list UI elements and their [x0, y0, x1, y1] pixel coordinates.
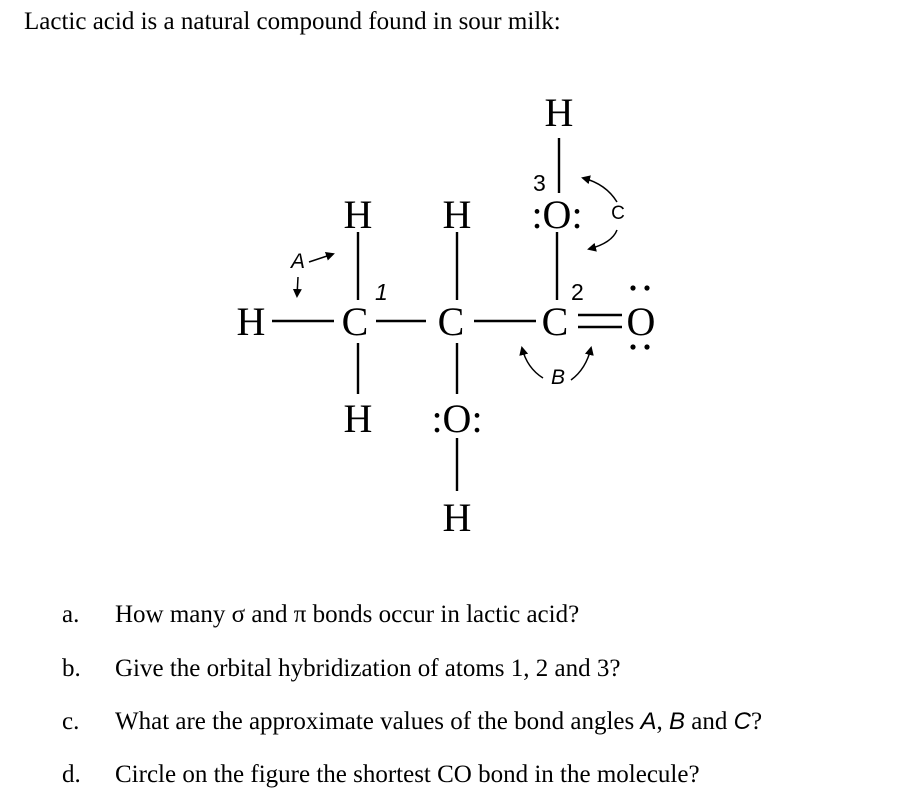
question-b-label: b.	[62, 655, 81, 682]
atom-o-carbonyl: O	[626, 299, 656, 344]
angle-b-arrow-left	[522, 348, 543, 378]
atom-h-c1-top: H	[343, 192, 373, 237]
question-d-label: d.	[62, 761, 81, 788]
atom-h-top: H	[544, 90, 574, 135]
atom-number-3: 3	[533, 170, 546, 196]
question-d-text: Circle on the figure the shortest CO bond in the molecule?	[115, 761, 700, 788]
atom-o-hydroxyl-bottom: :O:	[431, 396, 483, 441]
question-a-label: a.	[62, 601, 80, 628]
atom-h-c2-top: H	[442, 192, 472, 237]
atom-number-2: 2	[571, 279, 584, 305]
atom-c2: C	[437, 299, 465, 344]
question-c-label: c.	[62, 708, 80, 735]
atom-o-hydroxyl-top: :O:	[531, 192, 583, 237]
intro-text: Lactic acid is a natural compound found in sour milk:	[24, 8, 561, 35]
angle-label-c: C	[611, 203, 625, 224]
angle-b-arrow-right	[571, 348, 591, 380]
atom-h-c1-bottom: H	[343, 396, 373, 441]
atom-c3: C	[541, 299, 569, 344]
angle-c-arrow-bottom	[589, 230, 617, 249]
angle-label-b: B	[550, 366, 566, 389]
atom-number-1: 1	[375, 279, 388, 305]
atom-c1: C	[341, 299, 369, 344]
angle-c-arrow-top	[583, 178, 617, 202]
angle-a-arrow-down	[297, 277, 298, 296]
angle-label-a: A	[290, 250, 306, 273]
angle-a-arrow-right	[309, 254, 333, 262]
question-c-text: What are the approximate values of the bond angles A, B and C?	[115, 708, 763, 735]
question-a-text: How many σ and π bonds occur in lactic acid?	[115, 601, 580, 628]
question-b-text: Give the orbital hybridization of atoms 1, 2 and 3?	[115, 655, 621, 682]
atom-h-left: H	[236, 299, 266, 344]
atom-h-bottom: H	[442, 495, 472, 540]
